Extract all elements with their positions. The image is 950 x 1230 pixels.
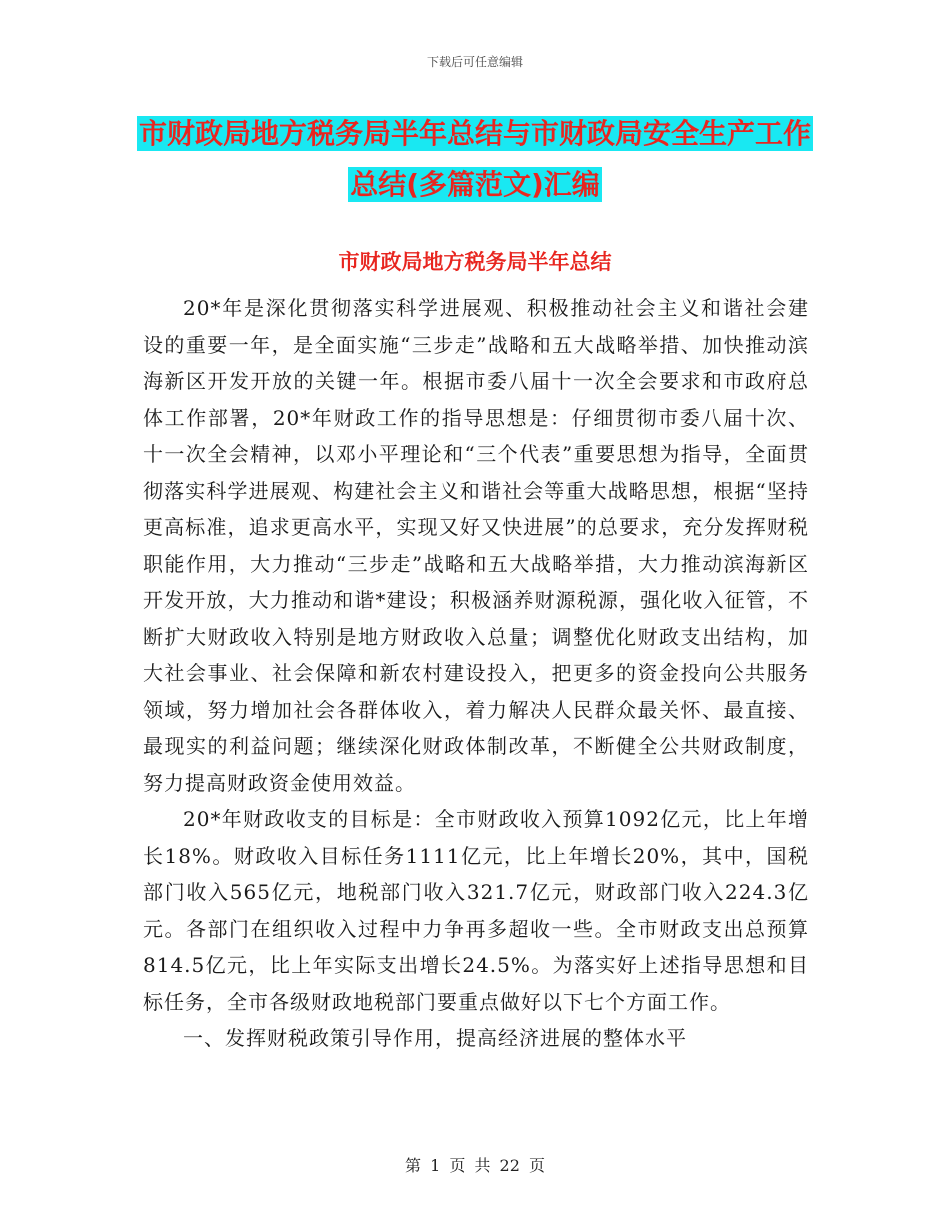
document-body	[143, 290, 809, 1057]
document-title-text: 市财政局地方税务局半年总结与市财政局安全生产工作总结(多篇范文)汇编	[138, 117, 811, 201]
document-title	[130, 108, 820, 210]
paragraph: 20*年是深化贯彻落实科学进展观、积极推动社会主义和谐社会建设的重要一年，是全面实施“三步走”战略和五大战略举措、加快推动滨海新区开发开放的关键一年。根据市委八届十一次全会要求和市政府总体工作部署，20*年财政工作的指导思想是：仔细贯彻市委八届十次、十一次全会精神，以邓小平理论和“三个代表”重要思想为指导，全面贯彻落实科学进展观、构建社会主义和谐社会等重大战略思想，根据“坚持更高标准，追求更高水平，实现又好又快进展”的总要求，充分发挥财税职能作用，大力推动“三步走”战略和五大战略举措，大力推动滨海新区开发开放，大力推动和谐*建设；积极涵养财源税源，强化收入征管，不断扩大财政收入特别是地方财政收入总量；调整优化财政支出结构，加大社会事业、社会保障和新农村建设投入，把更多的资金投向公共服务领域，努力增加社会各群体收入，着力解决人民群众最关怀、最直接、最现实的利益问题；继续深化财政体制改革，不断健全公共财政制度，努力提高财政资金使用效益。	[143, 296, 809, 795]
paragraph: 20*年财政收支的目标是：全市财政收入预算1092亿元，比上年增长18%。财政收入目标任务1111亿元，比上年增长20%，其中，国税部门收入565亿元，地税部门收入321.7亿元，财政部门收入224.3亿元。各部门在组织收入过程中力争再多超收一些。全市财政支出总预算814.5亿元，比上年实际支出增长24.5%。为落实好上述指导思想和目标任务，全市各级财政地税部门要重点做好以下七个方面工作。	[143, 807, 809, 1014]
header-note: 下载后可任意编辑	[426, 55, 523, 69]
page-footer: 第 1 页 共 22 页	[405, 1156, 545, 1175]
section-title: 市财政局地方税务局半年总结	[338, 250, 612, 274]
paragraph-heading: 一、发挥财税政策引导作用，提高经济进展的整体水平	[183, 1026, 687, 1050]
